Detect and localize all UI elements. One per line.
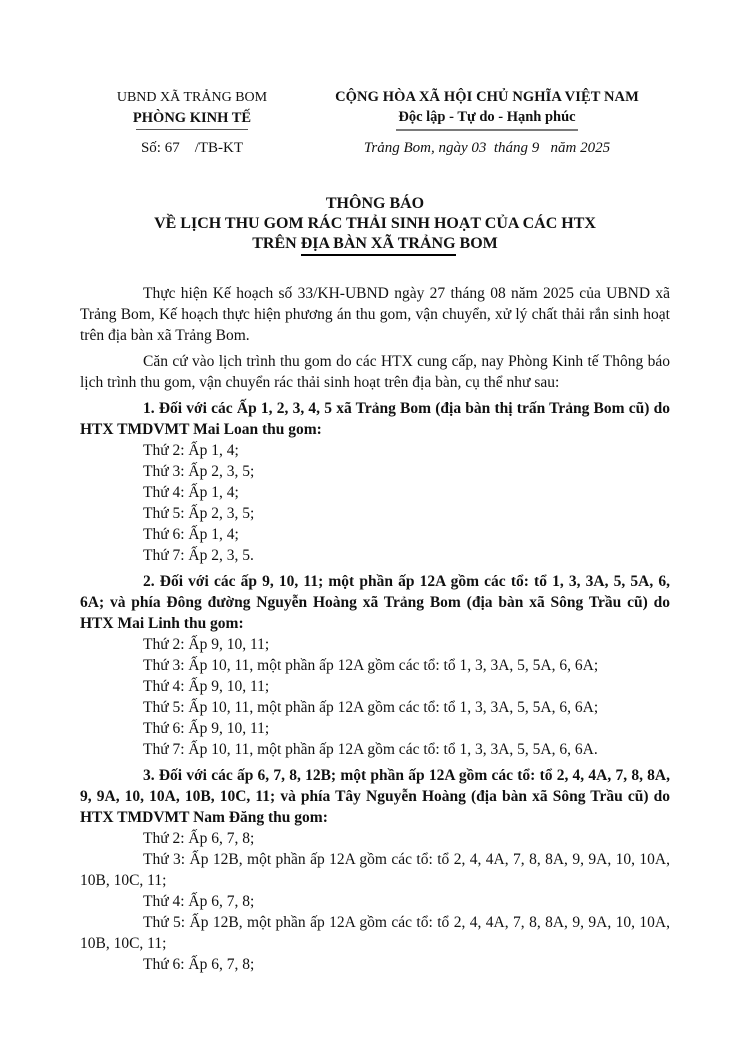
section-2 bbox=[80, 571, 670, 760]
section-3 bbox=[80, 765, 670, 975]
schedule-line: Thứ 4: Ấp 9, 10, 11; bbox=[143, 678, 270, 695]
title-line-3-suffix: BOM bbox=[455, 235, 498, 252]
agency-parent-name: UBND XÃ TRẢNG BOM bbox=[116, 90, 268, 105]
schedule-line: Thứ 7: Ấp 2, 3, 5. bbox=[143, 547, 254, 564]
place-date-line: Trảng Bom, ngày 03 tháng 9 năm 2025 bbox=[363, 140, 611, 156]
document-header bbox=[80, 88, 670, 157]
agency-name-rule bbox=[136, 129, 248, 130]
schedule-line: Thứ 5: Ấp 12B, một phần ấp 12A gồm các tổ: tổ 2, 4, 4A, 7, 8, 8A, 9, 9A, 10, 10A, 10B, 10C, 11; bbox=[80, 914, 670, 952]
schedule-line: Thứ 4: Ấp 6, 7, 8; bbox=[143, 893, 255, 910]
section-1-heading: 1. Đối với các Ấp 1, 2, 3, 4, 5 xã Trảng Bom (địa bàn thị trấn Trảng Bom cũ) do HTX TMDVMT Mai Loan thu gom: bbox=[80, 400, 670, 438]
schedule-line: Thứ 5: Ấp 10, 11, một phần ấp 12A gồm các tổ: tổ 1, 3, 3A, 5, 5A, 6, 6A; bbox=[143, 699, 599, 716]
document-number: Số: 67 /TB-KT bbox=[140, 140, 244, 156]
schedule-line: Thứ 6: Ấp 1, 4; bbox=[143, 526, 239, 543]
title-line-3 bbox=[80, 234, 670, 254]
section-2-heading: 2. Đối với các ấp 9, 10, 11; một phần ấp 12A gồm các tổ: tổ 1, 3, 3A, 5, 5A, 6, 6A; và phía Đông đường Nguyễn Hoàng xã Trảng Bom (địa bàn xã Sông Trầu cũ) do HTX Mai Linh thu gom: bbox=[80, 573, 670, 632]
schedule-line: Thứ 6: Ấp 6, 7, 8; bbox=[143, 956, 255, 973]
schedule-line: Thứ 2: Ấp 1, 4; bbox=[143, 442, 239, 459]
section-1 bbox=[80, 398, 670, 566]
national-motto bbox=[304, 108, 670, 131]
schedule-line: Thứ 2: Ấp 6, 7, 8; bbox=[143, 830, 255, 847]
agency-name bbox=[80, 109, 304, 130]
title-line-2: VỀ LỊCH THU GOM RÁC THẢI SINH HOẠT CỦA CÁC HTX bbox=[154, 215, 596, 232]
schedule-line: Thứ 4: Ấp 1, 4; bbox=[143, 484, 239, 501]
schedule-line: Thứ 3: Ấp 10, 11, một phần ấp 12A gồm các tổ: tổ 1, 3, 3A, 5, 5A, 6, 6A; bbox=[143, 657, 599, 674]
national-title: CỘNG HÒA XÃ HỘI CHỦ NGHĨA VIỆT NAM bbox=[335, 89, 639, 105]
title-line-3-underlined: ĐỊA BÀN XÃ TRẢNG bbox=[301, 235, 456, 256]
schedule-line: Thứ 5: Ấp 2, 3, 5; bbox=[143, 505, 255, 522]
schedule-line: Thứ 7: Ấp 10, 11, một phần ấp 12A gồm các tổ: tổ 1, 3, 3A, 5, 5A, 6, 6A. bbox=[143, 741, 598, 758]
section-3-heading: 3. Đối với các ấp 6, 7, 8, 12B; một phần ấp 12A gồm các tổ: tổ 2, 4, 4A, 7, 8, 8A, 9, 9A, 10, 10A, 10B, 10C, 11; và phía Tây Nguyễn Hoàng (địa bàn xã Sông Trầu cũ) do HTX TMDVMT Nam Đăng thu gom: bbox=[80, 767, 670, 826]
issuing-agency-block bbox=[80, 88, 304, 157]
schedule-line: Thứ 2: Ấp 9, 10, 11; bbox=[143, 636, 270, 653]
national-motto-text: Độc lập - Tự do - Hạnh phúc bbox=[396, 108, 577, 131]
title-line-3-prefix: TRÊN bbox=[252, 235, 301, 252]
schedule-line: Thứ 3: Ấp 2, 3, 5; bbox=[143, 463, 255, 480]
title-line-1: THÔNG BÁO bbox=[325, 195, 425, 212]
schedule-line: Thứ 6: Ấp 9, 10, 11; bbox=[143, 720, 270, 737]
intro-paragraph-2: Căn cứ vào lịch trình thu gom do các HTX cung cấp, nay Phòng Kinh tế Thông báo lịch trình thu gom, vận chuyển rác thải sinh hoạt trên địa bàn, cụ thể như sau: bbox=[80, 353, 670, 391]
schedule-line: Thứ 3: Ấp 12B, một phần ấp 12A gồm các tổ: tổ 2, 4, 4A, 7, 8, 8A, 9, 9A, 10, 10A, 10B, 10C, 11; bbox=[80, 851, 670, 889]
agency-name-text: PHÒNG KINH TẾ bbox=[132, 110, 252, 126]
document-title bbox=[80, 194, 670, 254]
national-header-block bbox=[304, 88, 670, 157]
intro-paragraph-1: Thực hiện Kế hoạch số 33/KH-UBND ngày 27 tháng 08 năm 2025 của UBND xã Trảng Bom, Kế hoạch thực hiện phương án thu gom, vận chuyển, xử lý chất thải rắn sinh hoạt trên địa bàn xã Trảng Bom. bbox=[80, 285, 670, 344]
